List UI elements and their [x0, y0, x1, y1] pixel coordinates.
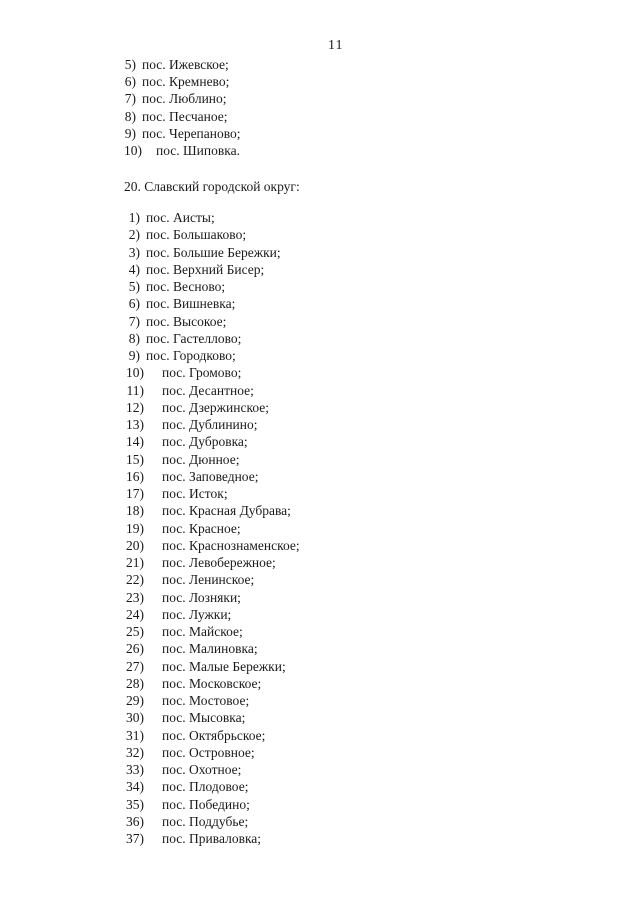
list-item-text: пос. Красная Дубрава; [162, 503, 291, 519]
list-item [120, 676, 261, 692]
list-item-number: 5) [128, 279, 140, 294]
list-item [122, 279, 225, 295]
list-item-number: 7) [124, 91, 136, 107]
list-item [120, 503, 291, 519]
list-item [120, 365, 241, 381]
list-item-text: пос. Гастеллово; [146, 330, 242, 346]
list-item [120, 572, 254, 588]
list-item [120, 710, 245, 726]
section-heading: 20. Славский городской округ: [124, 179, 300, 194]
list-item-number: 30) [126, 710, 144, 726]
list-item-text: пос. Заповедное; [162, 468, 259, 484]
list-item-text: пос. Громово; [162, 365, 242, 381]
list-item [120, 469, 258, 485]
list-item-number: 3) [128, 244, 140, 260]
list-item [122, 348, 236, 364]
list-item-number: 14) [126, 434, 144, 450]
list-item-text: пос. Мысовка; [162, 710, 246, 726]
list-item-text: пос. Люблино; [142, 91, 227, 107]
list-item [118, 143, 240, 159]
list-item-number: 29) [126, 693, 144, 708]
list-item [120, 434, 248, 450]
list-item-text: пос. Ленинское; [162, 572, 255, 588]
list-item-number: 16) [126, 468, 144, 484]
list-item [120, 728, 265, 744]
list-item-number: 26) [126, 641, 144, 657]
list-item-number: 13) [126, 417, 144, 432]
list-item [120, 126, 241, 142]
list-item-number: 18) [126, 503, 144, 519]
list-item [120, 486, 228, 502]
list-item-text: пос. Малиновка; [162, 641, 258, 657]
list-item [122, 245, 281, 261]
list-item-number: 27) [126, 658, 144, 674]
list-item-number: 9) [128, 348, 140, 363]
list-item-number: 6) [128, 296, 140, 312]
list-item [122, 210, 215, 226]
list-item-text: пос. Победино; [162, 796, 250, 812]
list-item-number: 28) [126, 675, 144, 691]
list-item-number: 6) [124, 74, 136, 90]
list-item [120, 109, 228, 125]
list-item-number: 23) [126, 589, 144, 605]
list-item-text: пос. Десантное; [162, 382, 254, 398]
list-item [120, 779, 248, 795]
list-item-text: пос. Городково; [146, 348, 236, 363]
list-item-text: пос. Дублинино; [162, 417, 258, 432]
list-item [122, 296, 235, 312]
list-item-text: пос. Весново; [146, 279, 226, 294]
list-item-text: пос. Большаково; [146, 227, 247, 243]
list-item [120, 555, 276, 571]
list-item [120, 417, 258, 433]
list-item-text: пос. Вишневка; [146, 296, 236, 312]
list-item-number: 7) [128, 313, 140, 329]
list-item [120, 91, 227, 107]
list-item-number: 31) [126, 727, 144, 743]
list-item-text: пос. Кремнево; [142, 74, 230, 90]
list-item [120, 521, 241, 537]
list-item [120, 745, 255, 761]
list-item-number: 9) [124, 125, 136, 141]
list-item-text: пос. Островное; [162, 744, 255, 760]
list-item-text: пос. Верхний Бисер; [146, 261, 265, 277]
list-item [120, 659, 286, 675]
list-item-text: пос. Высокое; [146, 313, 227, 329]
list-item-number: 15) [126, 451, 144, 467]
list-item-number: 33) [126, 762, 144, 777]
list-item-text: пос. Краснознаменское; [162, 537, 300, 553]
list-item-text: пос. Малые Бережки; [162, 658, 286, 674]
list-item-text: пос. Поддубье; [162, 813, 249, 829]
list-item-number: 12) [126, 399, 144, 415]
list-item [120, 814, 248, 830]
list-item-number: 2) [128, 227, 140, 243]
list-item-text: пос. Дзержинское; [162, 399, 269, 415]
list-item-number: 11) [126, 382, 144, 398]
list-item-text: пос. Аисты; [146, 210, 215, 225]
list-item [120, 641, 258, 657]
list-item [120, 400, 269, 416]
list-item-text: пос. Лозняки; [162, 589, 241, 605]
list-item-text: пос. Исток; [162, 486, 228, 501]
list-item-text: пос. Левобережное; [162, 555, 276, 570]
list-item-text: пос. Ижевское; [142, 57, 229, 72]
list-item [120, 693, 249, 709]
list-item-text: пос. Дубровка; [162, 434, 248, 450]
list-item-number: 10) [126, 365, 144, 381]
list-item [120, 74, 229, 90]
list-item-text: пос. Охотное; [162, 762, 242, 777]
list-item-number: 4) [128, 261, 140, 277]
list-item [120, 590, 241, 606]
list-item-text: пос. Черепаново; [142, 125, 241, 141]
list-item-text: пос. Песчаное; [142, 108, 228, 124]
list-item [120, 607, 231, 623]
list-item [120, 538, 300, 554]
list-item-text: пос. Приваловка; [162, 831, 262, 846]
list-item [120, 383, 254, 399]
list-item [122, 227, 246, 243]
list-item-text: пос. Мостовое; [162, 693, 250, 708]
list-item-number: 22) [126, 572, 144, 588]
list-item-number: 25) [126, 624, 144, 639]
list-item [120, 624, 243, 640]
list-item-number: 20) [126, 537, 144, 553]
list-item-number: 17) [126, 486, 144, 501]
list-item-number: 1) [128, 210, 140, 225]
list-item-number: 5) [124, 57, 136, 72]
page-number: 11 [328, 38, 344, 53]
list-item-number: 21) [126, 555, 144, 570]
list-item-text: пос. Плодовое; [162, 779, 249, 795]
list-item [122, 262, 264, 278]
list-item [120, 831, 261, 847]
list-item-text: пос. Красное; [162, 520, 241, 536]
list-item-text: пос. Дюнное; [162, 451, 240, 467]
list-item [122, 331, 241, 347]
list-item-number: 8) [128, 330, 140, 346]
list-item-text: пос. Шиповка. [156, 143, 240, 158]
list-item-number: 37) [126, 831, 144, 846]
list-item [122, 314, 226, 330]
list-item-number: 24) [126, 606, 144, 622]
list-item-number: 32) [126, 744, 144, 760]
list-item [120, 57, 229, 73]
list-item-text: пос. Московское; [162, 675, 262, 691]
list-item-text: пос. Майское; [162, 624, 243, 639]
list-item-number: 8) [124, 108, 136, 124]
list-item-number: 34) [126, 779, 144, 795]
list-item-number: 35) [126, 796, 144, 812]
list-item [120, 762, 241, 778]
list-item-number: 10) [124, 143, 142, 158]
list-item [120, 452, 239, 468]
list-item-number: 36) [126, 813, 144, 829]
list-item-text: пос. Октябрьское; [162, 727, 266, 743]
list-item [120, 797, 250, 813]
list-item-text: пос. Лужки; [162, 606, 232, 622]
list-item-text: пос. Большие Бережки; [146, 244, 281, 260]
list-item-number: 19) [126, 520, 144, 536]
